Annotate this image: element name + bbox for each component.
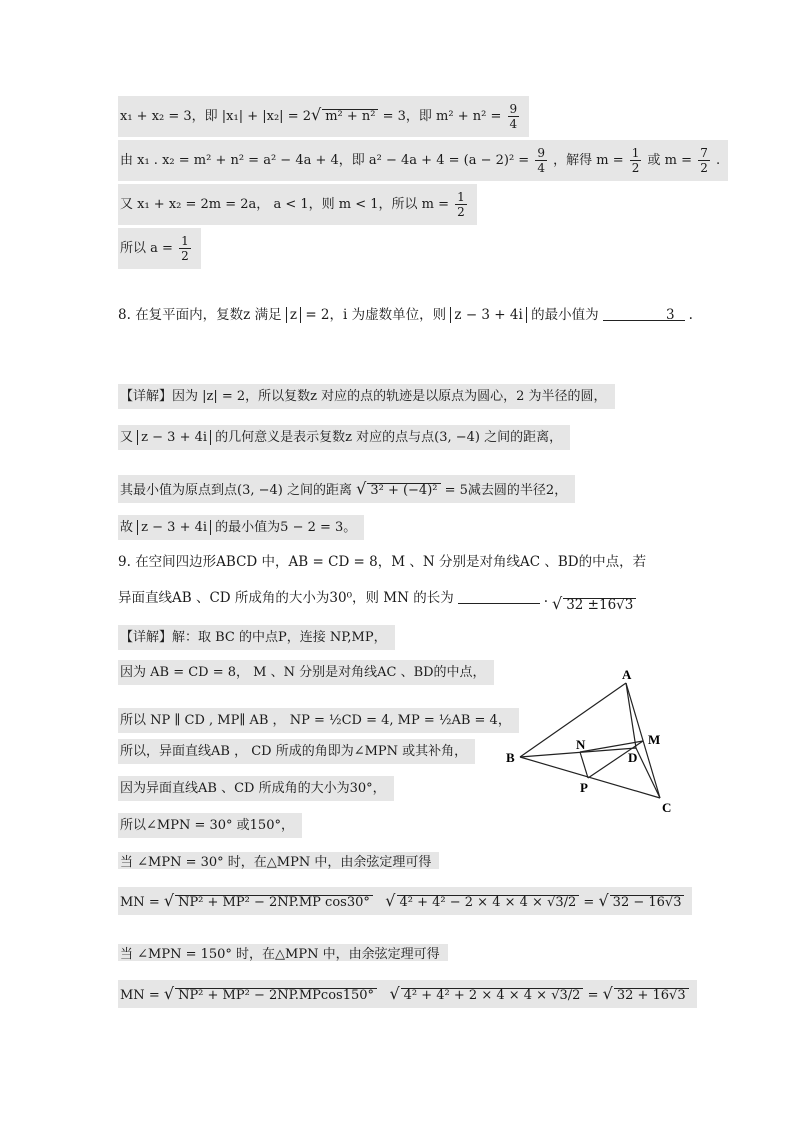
detail9-eq-2: MN = √ NP² + MP² − 2NP.MPcos150° √ 4² + 4² + 2 × 4 × 4 × √3/2 = √ 32 + 16√3 bbox=[118, 980, 697, 1008]
edge-AB bbox=[520, 683, 626, 757]
detail9-line-3: 所以 NP ∥ CD , MP∥ AB ， NP = ½CD = 4, MP = ½AB = 4， bbox=[118, 708, 519, 733]
question-8: 8. 在复平面内，复数z 满足 z = 2，i 为虚数单位，则 z − 3 + 4i 的最小值为 . bbox=[118, 307, 693, 323]
solution-line-1: x₁ + x₂ = 3，即 |x₁| + |x₂| = 2√ m² + n² = 3，即 m² + n² = $\frac{9}{4}$ bbox=[118, 96, 529, 137]
detail8-line-2: 又 z − 3 + 4i 的几何意义是表示复数z 对应的点与点(3, −4) 之间的距离， bbox=[118, 425, 570, 450]
detail9-line-1: 【详解】解：取 BC 的中点P，连接 NP,MP， bbox=[118, 625, 395, 650]
solution-line-4: 所以 a = $\frac{1}{2}$ bbox=[118, 228, 201, 269]
label-B: B bbox=[506, 750, 515, 765]
answer-8: 3 bbox=[666, 307, 675, 323]
label-D: D bbox=[628, 750, 638, 765]
segment-NP bbox=[580, 752, 588, 778]
detail9-line-7: 当 ∠MPN = 30° 时，在△MPN 中，由余弦定理可得 bbox=[118, 852, 439, 869]
label-C: C bbox=[662, 800, 672, 815]
detail9-line-6: 所以∠MPN = 30° 或150°， bbox=[118, 813, 302, 838]
label-P: P bbox=[580, 780, 588, 795]
label-N: N bbox=[576, 737, 586, 752]
label-A: A bbox=[622, 667, 632, 682]
question-9-line-1: 9. 在空间四边形ABCD 中，AB = CD = 8，M 、N 分别是对角线AC 、BD的中点，若 bbox=[118, 554, 647, 570]
detail9-line-5: 因为异面直线AB 、CD 所成角的大小为30°， bbox=[118, 776, 394, 801]
detail9-line-2: 因为 AB = CD = 8， M 、N 分别是对角线AC 、BD的中点， bbox=[118, 660, 494, 685]
question-9-line-2: 异面直线AB 、CD 所成角的大小为30⁰，则 MN 的长为 . bbox=[118, 590, 549, 606]
detail9-eq-1: MN = √ NP² + MP² − 2NP.MP cos30° √ 4² + 4² − 2 × 4 × 4 × √3/2 = √ 32 − 16√3 bbox=[118, 887, 692, 915]
detail8-line-3: 其最小值为原点到点(3, −4) 之间的距离 √ 3² + (−4)² = 5减去圆的半径2， bbox=[118, 475, 575, 503]
detail8-line-4: 故 z − 3 + 4i 的最小值为5 − 2 = 3。 bbox=[118, 515, 364, 540]
tetrahedron-figure bbox=[500, 665, 690, 825]
question-number: 9. bbox=[118, 554, 131, 570]
solution-line-2: 由 x₁ . x₂ = m² + n² = a² − 4a + 4，即 a² − 4a + 4 = (a − 2)² = $\frac{9}{4}$ ，解得 m = $\frac{1}{2}$ 或 m = $\frac{7}{2}$ . bbox=[118, 140, 728, 181]
question-number: 8. bbox=[118, 307, 131, 323]
answer-9: √ 32 ±16√3 bbox=[552, 596, 636, 613]
solution-line-3: 又 x₁ + x₂ = 2m = 2a， a < 1，则 m < 1，所以 m = $\frac{1}{2}$ bbox=[118, 184, 477, 225]
answer-blank bbox=[458, 603, 540, 604]
detail9-line-8: 当 ∠MPN = 150° 时，在△MPN 中，由余弦定理可得 bbox=[118, 944, 448, 961]
detail8-line-1: 【详解】因为 |z| = 2，所以复数z 对应的点的轨迹是以原点为圆心，2 为半径的圆， bbox=[118, 384, 615, 409]
label-M: M bbox=[648, 732, 661, 747]
edge-AD bbox=[626, 683, 636, 748]
edge-BC bbox=[520, 757, 660, 798]
detail9-line-4: 所以，异面直线AB ， CD 所成的角即为∠MPN 或其补角， bbox=[118, 739, 475, 764]
